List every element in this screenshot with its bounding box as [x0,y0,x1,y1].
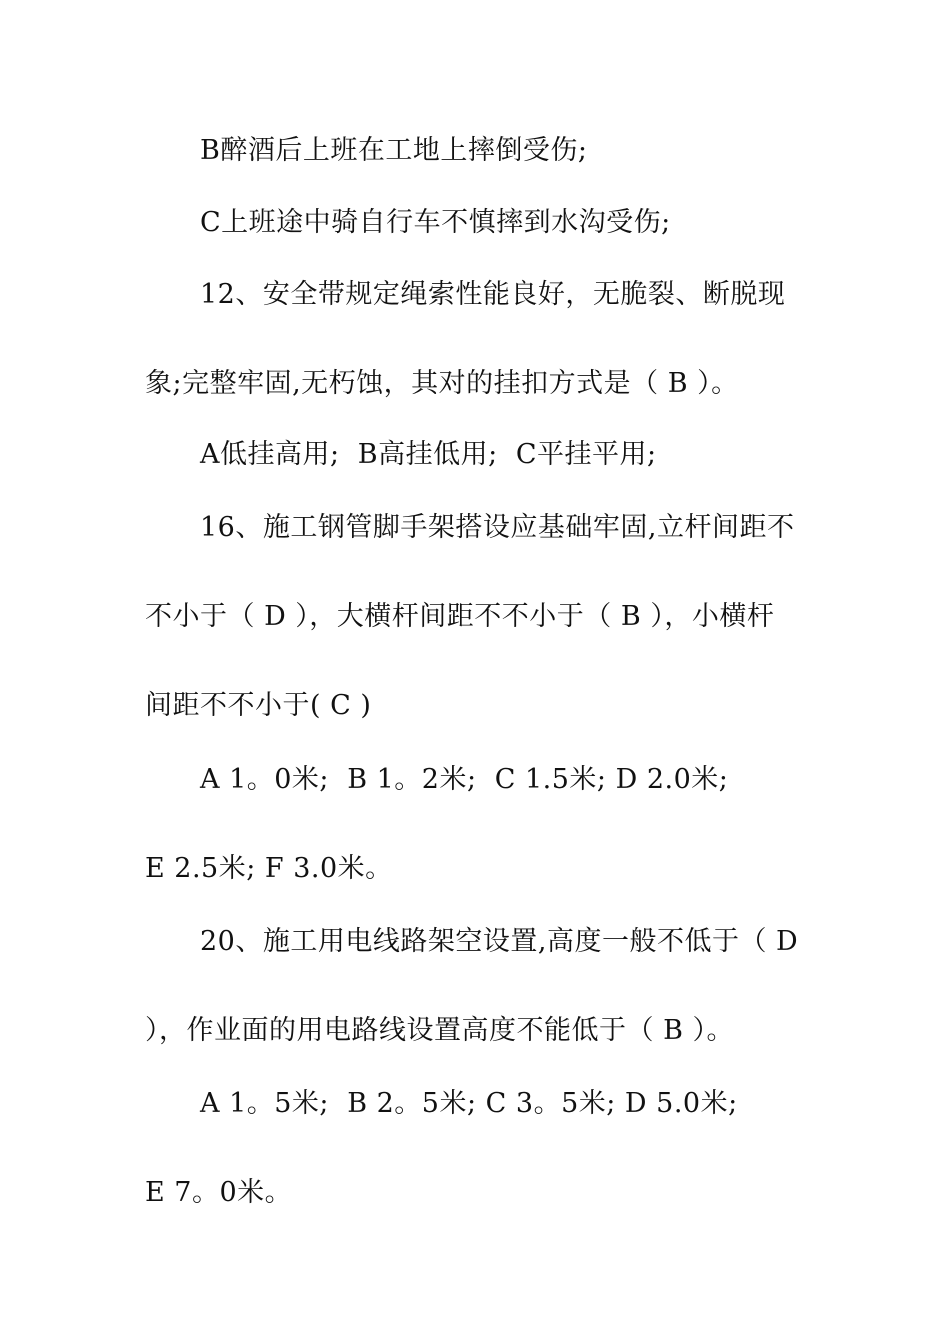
question-12-line-1: 12、安全带规定绳索性能良好，无脆裂、断脱现 [200,279,786,310]
question-20-options-line-2: E 7。0米。 [145,1177,293,1208]
option-line-c: C上班途中骑自行车不慎摔到水沟受伤; [200,207,671,238]
question-16-line-1: 16、施工钢管脚手架搭设应基础牢固,立杆间距不 [200,512,795,543]
question-12-options: A低挂高用; B高挂低用; C平挂平用; [200,439,657,470]
question-16-line-3: 间距不不小于( C ) [145,690,372,721]
question-16-line-2: 不小于（ D ），大横杆间距不不小于（ B ），小横杆 [145,601,775,632]
question-16-options-line-2: E 2.5米; F 3.0米。 [145,853,393,884]
question-20-line-2: ），作业面的用电路线设置高度不能低于（ B ）。 [145,1015,735,1046]
question-12-line-2: 象;完整牢固,无朽蚀，其对的挂扣方式是（ B ）。 [145,368,739,399]
option-line-b: B醉酒后上班在工地上摔倒受伤; [200,135,588,166]
question-16-options-line-1: A 1。0米; B 1。2米; C 1.5米; D 2.0米; [200,764,729,795]
question-20-line-1: 20、施工用电线路架空设置,高度一般不低于（ D [200,926,799,957]
question-20-options-line-1: A 1。5米; B 2。5米; C 3。5米; D 5.0米; [200,1088,738,1119]
